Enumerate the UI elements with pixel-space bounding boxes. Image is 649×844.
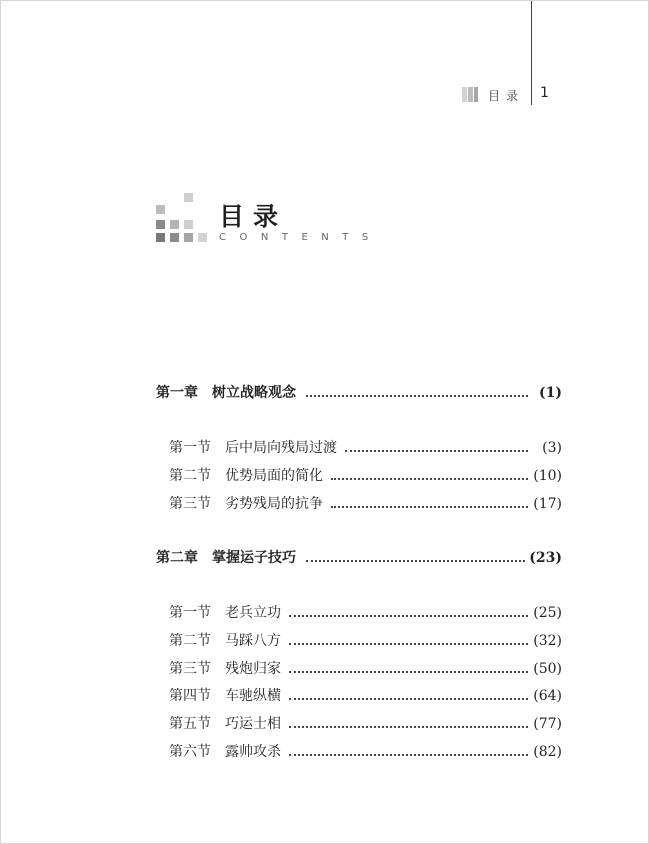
leader-dots (306, 559, 525, 562)
section-page: (77) (533, 716, 562, 732)
toc-section[interactable] (169, 602, 562, 622)
chapter-page: (1) (539, 385, 562, 401)
toc-section[interactable] (169, 685, 562, 705)
toc-section[interactable] (169, 658, 562, 678)
chapter-number: 第一章 (156, 385, 198, 401)
section-number: 第二节 (169, 633, 211, 649)
section-title: 露帅攻杀 (225, 744, 281, 760)
toc-section[interactable] (169, 630, 562, 650)
section-number: 第三节 (169, 496, 211, 512)
section-number: 第二节 (169, 468, 211, 484)
section-page: (82) (533, 744, 562, 760)
section-number: 第一节 (169, 605, 211, 621)
section-page: (25) (533, 605, 562, 621)
leader-dots (331, 505, 528, 508)
page-number: 1 (540, 85, 549, 101)
toc-chapter-1[interactable] (156, 382, 562, 402)
leader-dots (289, 614, 528, 617)
leader-dots (289, 697, 528, 700)
section-number: 第三节 (169, 661, 211, 677)
section-page: (64) (533, 688, 562, 704)
section-title: 马踩八方 (225, 633, 281, 649)
section-title: 巧运士相 (225, 716, 281, 732)
leader-dots (289, 670, 528, 673)
toc-section[interactable] (169, 493, 562, 513)
toc-chapter-2[interactable] (156, 547, 562, 567)
section-title: 优势局面的简化 (225, 468, 323, 484)
section-page: (10) (533, 468, 562, 484)
section-page: (17) (533, 496, 562, 512)
chapter-page: (23) (529, 550, 562, 566)
section-title: 残炮归家 (225, 661, 281, 677)
page-title: 目录 (219, 202, 288, 231)
leader-dots (289, 753, 528, 756)
title-decoration (156, 193, 212, 243)
toc-section[interactable] (169, 437, 562, 457)
section-title: 后中局向残局过渡 (225, 440, 337, 456)
chapter-number: 第二章 (156, 550, 198, 566)
toc-section[interactable] (169, 741, 562, 761)
header-decoration (462, 87, 478, 102)
leader-dots (289, 642, 528, 645)
header-rule (531, 1, 532, 105)
leader-dots (345, 449, 528, 452)
section-title: 车驰纵横 (225, 688, 281, 704)
section-page: (32) (533, 633, 562, 649)
section-title: 劣势残局的抗争 (225, 496, 323, 512)
section-number: 第四节 (169, 688, 211, 704)
section-number: 第六节 (169, 744, 211, 760)
section-number: 第五节 (169, 716, 211, 732)
leader-dots (289, 725, 528, 728)
section-page: (50) (533, 661, 562, 677)
toc-section[interactable] (169, 465, 562, 485)
toc-section[interactable] (169, 713, 562, 733)
section-number: 第一节 (169, 440, 211, 456)
page-subtitle: CONTENTS (219, 232, 382, 243)
running-title: 目录 (488, 89, 525, 103)
section-title: 老兵立功 (225, 605, 281, 621)
leader-dots (306, 394, 528, 397)
leader-dots (331, 477, 528, 480)
chapter-title: 树立战略观念 (212, 385, 296, 401)
section-page: (3) (542, 440, 562, 456)
chapter-title: 掌握运子技巧 (212, 550, 296, 566)
